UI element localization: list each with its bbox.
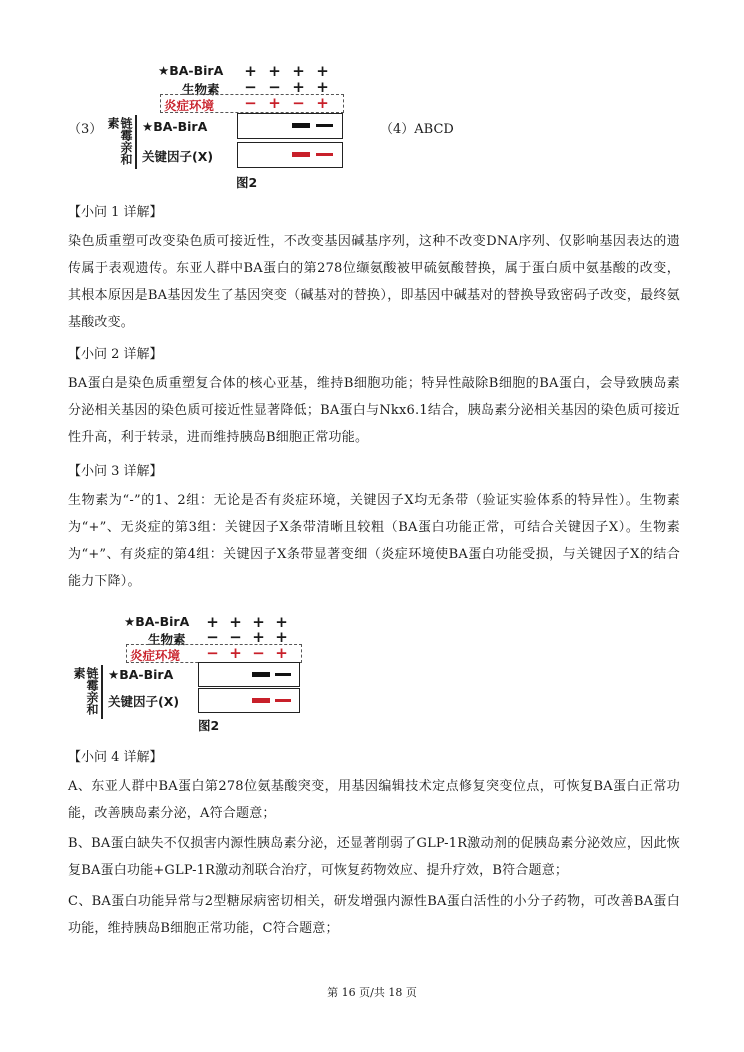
gel-label-x: 关键因子(X) [142, 149, 214, 164]
affinity-label: 链霉亲和素 [106, 117, 133, 165]
symbol-r1-c4: + [316, 62, 329, 80]
symbol-r1-c2: + [229, 613, 242, 631]
symbol-r3-c1: − [244, 94, 257, 112]
band-ba-bira-lane4 [275, 673, 291, 676]
section-1-heading: 【小问 1 详解】 [68, 205, 163, 220]
row-label-biotin: 生物素 [182, 82, 220, 97]
band-ba-bira-lane3 [252, 672, 270, 677]
gel-label-x: 关键因子(X) [108, 694, 180, 709]
symbol-r2-c1: − [244, 78, 257, 96]
symbol-r2-c3: + [292, 78, 305, 96]
symbol-r3-c4: + [275, 644, 288, 662]
affinity-label: 链霉亲和素 [72, 667, 99, 715]
symbol-r2-c1: − [206, 628, 219, 646]
symbol-r2-c4: + [316, 78, 329, 96]
row-label-inflammation: 炎症环境 [164, 98, 215, 113]
symbol-r3-c2: + [229, 644, 242, 662]
symbol-r2-c2: − [229, 628, 242, 646]
figure-caption: 图2 [236, 175, 258, 190]
symbol-r3-c4: + [316, 94, 329, 112]
gel-label-ba-bira: ★BA-BirA [108, 667, 174, 682]
symbol-r3-c3: − [252, 644, 265, 662]
gel-label-ba-bira: ★BA-BirA [142, 119, 208, 134]
section-4-heading: 【小问 4 详解】 [68, 750, 163, 765]
section-2-text: BA蛋白是染色质重塑复合体的核心亚基，维持B细胞功能；特异性敲除B细胞的BA蛋白，会导致胰岛素分泌相关基因的染色质可接近性显著降低；BA蛋白与Nkx6.1结合，胰岛素分泌相关基因的染色质可接近性升高，利于转录，进而维持胰岛B细胞正常功能。 [68, 376, 680, 445]
affinity-bracket [101, 665, 103, 719]
section-3-heading: 【小问 3 详解】 [68, 464, 163, 479]
section-4-option-a: A、东亚人群中BA蛋白第278位氨基酸突变，用基因编辑技术定点修复突变位点，可恢复BA蛋白正常功能，改善胰岛素分泌，A符合题意； [68, 779, 680, 821]
section-1-text: 染色质重塑可改变染色质可接近性，不改变基因碱基序列，这种不改变DNA序列、仅影响基因表达的遗传属于表观遗传。东亚人群中BA蛋白的第278位缬氨酸被甲硫氨酸替换，属于蛋白质中氨基酸的改变，其根本原因是BA基因发生了基因突变（碱基对的替换），即基因中碱基对的替换导致密码子改变，最终氨基酸改变。 [68, 234, 680, 330]
symbol-r1-c2: + [268, 62, 281, 80]
symbol-r1-c1: + [206, 613, 219, 631]
symbol-r3-c3: − [292, 94, 305, 112]
symbol-r2-c3: + [252, 628, 265, 646]
symbol-r1-c3: + [252, 613, 265, 631]
affinity-bracket [135, 115, 137, 169]
row-label-ba-bira: ★BA-BirA [124, 614, 190, 629]
symbol-r3-c2: + [268, 94, 281, 112]
symbol-r1-c4: + [275, 613, 288, 631]
answer-3-label: （3） [68, 122, 103, 137]
answer-4-label: （4）ABCD [380, 122, 454, 137]
page-footer: 第 16 页/共 18 页 [327, 986, 417, 999]
figure-2-bottom [70, 612, 320, 742]
section-4-option-b: B、BA蛋白缺失不仅损害内源性胰岛素分泌，还显著削弱了GLP-1R激动剂的促胰岛素分泌效应，因此恢复BA蛋白功能+GLP-1R激动剂联合治疗，可恢复药物效应、提升疗效，B符合题意； [68, 836, 680, 878]
band-x-lane4 [275, 699, 291, 702]
row-label-inflammation: 炎症环境 [130, 648, 181, 663]
symbol-r1-c1: + [244, 62, 257, 80]
band-x-lane4 [316, 153, 333, 156]
figure-2-top [104, 60, 354, 190]
row-label-ba-bira: ★BA-BirA [158, 63, 224, 78]
symbol-r2-c4: + [275, 628, 288, 646]
row-label-biotin: 生物素 [148, 632, 186, 647]
section-2-heading: 【小问 2 详解】 [68, 347, 163, 362]
band-x-lane3 [252, 698, 270, 703]
band-ba-bira-lane3 [292, 123, 310, 128]
band-x-lane3 [292, 152, 310, 157]
symbol-r2-c2: − [268, 78, 281, 96]
symbol-r3-c1: − [206, 644, 219, 662]
symbol-r1-c3: + [292, 62, 305, 80]
section-4-option-c: C、BA蛋白功能异常与2型糖尿病密切相关，研发增强内源性BA蛋白活性的小分子药物，可改善BA蛋白功能，维持胰岛B细胞正常功能，C符合题意； [68, 894, 680, 936]
section-3-text: 生物素为“-”的1、2组：无论是否有炎症环境，关键因子X均无条带（验证实验体系的特异性）。生物素为“+”、无炎症的第3组：关键因子X条带清晰且较粗（BA蛋白功能正常，可结合关键因子X）。生物素为“+”、有炎症的第4组：关键因子X条带显著变细（炎症环境使BA蛋白功能受损，与关键因子X的结合能力下降）。 [68, 493, 680, 589]
figure-caption: 图2 [198, 718, 220, 733]
band-ba-bira-lane4 [316, 124, 333, 127]
